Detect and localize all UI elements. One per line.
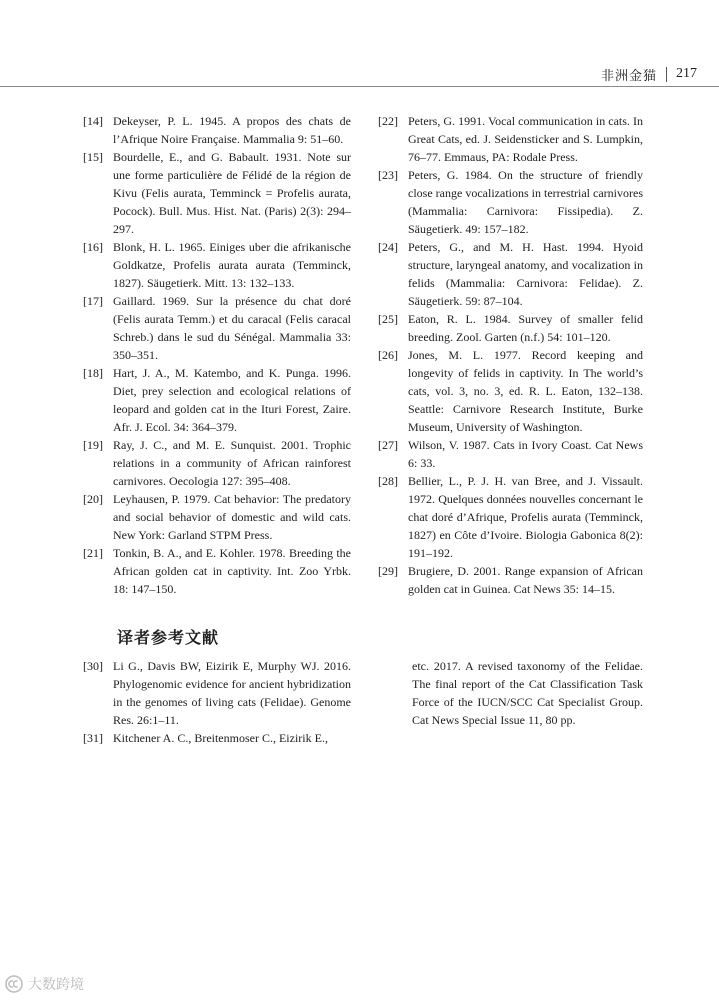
reference-text: Li G., Davis BW, Eizirik E, Murphy WJ. 2016. Phylogenomic evidence for ancient hybridization in the genomes of living cats (Felidae). Genome Res. 26:1–11.	[113, 659, 351, 727]
reference-text: Jones, M. L. 1977. Record keeping and longevity of felids in captivity. In The world’s cats, vol. 3, no. 3, ed. R. L. Eaton, 132–138. Seattle: Carnivore Research Institute, Burke Museum, University of Washington.	[408, 348, 643, 434]
reference-number: [25]	[378, 312, 398, 326]
header-separator	[666, 67, 667, 82]
reference-number: [26]	[378, 348, 398, 362]
reference-number: [24]	[378, 240, 398, 254]
reference-number: [28]	[378, 474, 398, 488]
reference-number: [21]	[83, 546, 103, 560]
translator-references-left-column	[83, 657, 351, 747]
reference-item	[83, 490, 351, 544]
reference-item	[378, 436, 643, 472]
reference-text: Wilson, V. 1987. Cats in Ivory Coast. Cat News 6: 33.	[408, 438, 643, 470]
reference-text: etc. 2017. A revised taxonomy of the Felidae. The final report of the Cat Classification Task Force of the IUCN/SCC Cat Specialist Group. Cat News Special Issue 11, 80 pp.	[412, 659, 643, 727]
reference-text: Gaillard. 1969. Sur la présence du chat doré (Felis aurata Temm.) et du caracal (Felis caracal Schreb.) dans le sud du Sénégal. Mammalia 33: 350–351.	[113, 294, 351, 362]
reference-text: Peters, G., and M. H. Hast. 1994. Hyoid structure, laryngeal anatomy, and vocalization in felids (Mammalia: Carnivora: Felidae). Z. Säugetierk. 59: 87–104.	[408, 240, 643, 308]
reference-continuation	[412, 657, 643, 729]
reference-number: [18]	[83, 366, 103, 380]
reference-item	[83, 544, 351, 598]
reference-text: Eaton, R. L. 1984. Survey of smaller felid breeding. Zool. Garten (n.f.) 54: 101–120.	[408, 312, 643, 344]
reference-text: Leyhausen, P. 1979. Cat behavior: The predatory and social behavior of domestic and wild cats. New York: Garland STPM Press.	[113, 492, 351, 542]
reference-number: [19]	[83, 438, 103, 452]
reference-item	[378, 310, 643, 346]
reference-item	[378, 112, 643, 166]
translator-references-right-column	[412, 657, 643, 729]
reference-text: Bourdelle, E., and G. Babault. 1931. Note sur une forme particulière de Félidé de la région de Kivu (Felis aurata, Temminck = Profelis aurata, Pocock). Bull. Mus. Hist. Nat. (Paris) 2(3): 294–297.	[113, 150, 351, 236]
reference-number: [20]	[83, 492, 103, 506]
reference-item	[83, 148, 351, 238]
reference-number: [29]	[378, 564, 398, 578]
reference-number: [15]	[83, 150, 103, 164]
reference-number: [27]	[378, 438, 398, 452]
page-number: 217	[676, 66, 697, 81]
reference-item	[378, 562, 643, 598]
watermark-text: 大数跨境	[28, 977, 84, 993]
reference-item	[83, 657, 351, 729]
translator-references-heading: 译者参考文献	[117, 628, 220, 647]
reference-item	[83, 292, 351, 364]
reference-number: [23]	[378, 168, 398, 182]
reference-text: Peters, G. 1991. Vocal communication in cats. In Great Cats, ed. J. Seidensticker and S. Lumpkin, 76–77. Emmaus, PA: Rodale Press.	[408, 114, 643, 164]
reference-text: Bellier, L., P. J. H. van Bree, and J. Vissault. 1972. Quelques données nouvelles concernant le chat doré d’Afrique, Profelis aurata (Temminck, 1827) en Côte d’Ivoire. Biologia Gabonica 8(2): 191–192.	[408, 474, 643, 560]
cc-logo-icon	[4, 974, 24, 994]
reference-number: [17]	[83, 294, 103, 308]
reference-item	[83, 729, 351, 747]
references-left-column	[83, 112, 351, 598]
reference-text: Ray, J. C., and M. E. Sunquist. 2001. Trophic relations in a community of African rainforest carnivores. Oecologia 127: 395–408.	[113, 438, 351, 488]
reference-item	[83, 436, 351, 490]
reference-text: Kitchener A. C., Breitenmoser C., Eizirik E.,	[113, 731, 328, 745]
reference-text: Brugiere, D. 2001. Range expansion of African golden cat in Guinea. Cat News 35: 14–15.	[408, 564, 643, 596]
reference-number: [22]	[378, 114, 398, 128]
reference-item	[83, 112, 351, 148]
header-rule	[0, 86, 719, 87]
reference-item	[83, 364, 351, 436]
reference-item	[378, 166, 643, 238]
reference-number: [30]	[83, 659, 103, 673]
references-right-column	[378, 112, 643, 598]
watermark	[4, 974, 84, 994]
reference-item	[378, 472, 643, 562]
reference-number: [31]	[83, 731, 103, 745]
reference-text: Hart, J. A., M. Katembo, and K. Punga. 1996. Diet, prey selection and ecological relations of leopard and golden cat in the Ituri Forest, Zaire. Afr. J. Ecol. 34: 364–379.	[113, 366, 351, 434]
running-title: 非洲金猫	[600, 68, 657, 84]
reference-text: Tonkin, B. A., and E. Kohler. 1978. Breeding the African golden cat in captivity. Int. Zoo Yrbk. 18: 147–150.	[113, 546, 351, 596]
reference-text: Peters, G. 1984. On the structure of friendly close range vocalizations in terrestrial carnivores (Mammalia: Carnivora: Fissipedia). Z. Säugetierk. 49: 157–182.	[408, 168, 643, 236]
reference-text: Dekeyser, P. L. 1945. A propos des chats de l’Afrique Noire Française. Mammalia 9: 51–60.	[113, 114, 351, 146]
reference-number: [16]	[83, 240, 103, 254]
page-header	[601, 64, 697, 84]
reference-item	[378, 346, 643, 436]
reference-text: Blonk, H. L. 1965. Einiges uber die afrikanische Goldkatze, Profelis aurata aurata (Temminck, 1827). Säugetierk. Mitt. 13: 132–133.	[113, 240, 351, 290]
reference-item	[378, 238, 643, 310]
reference-item	[83, 238, 351, 292]
reference-number: [14]	[83, 114, 103, 128]
